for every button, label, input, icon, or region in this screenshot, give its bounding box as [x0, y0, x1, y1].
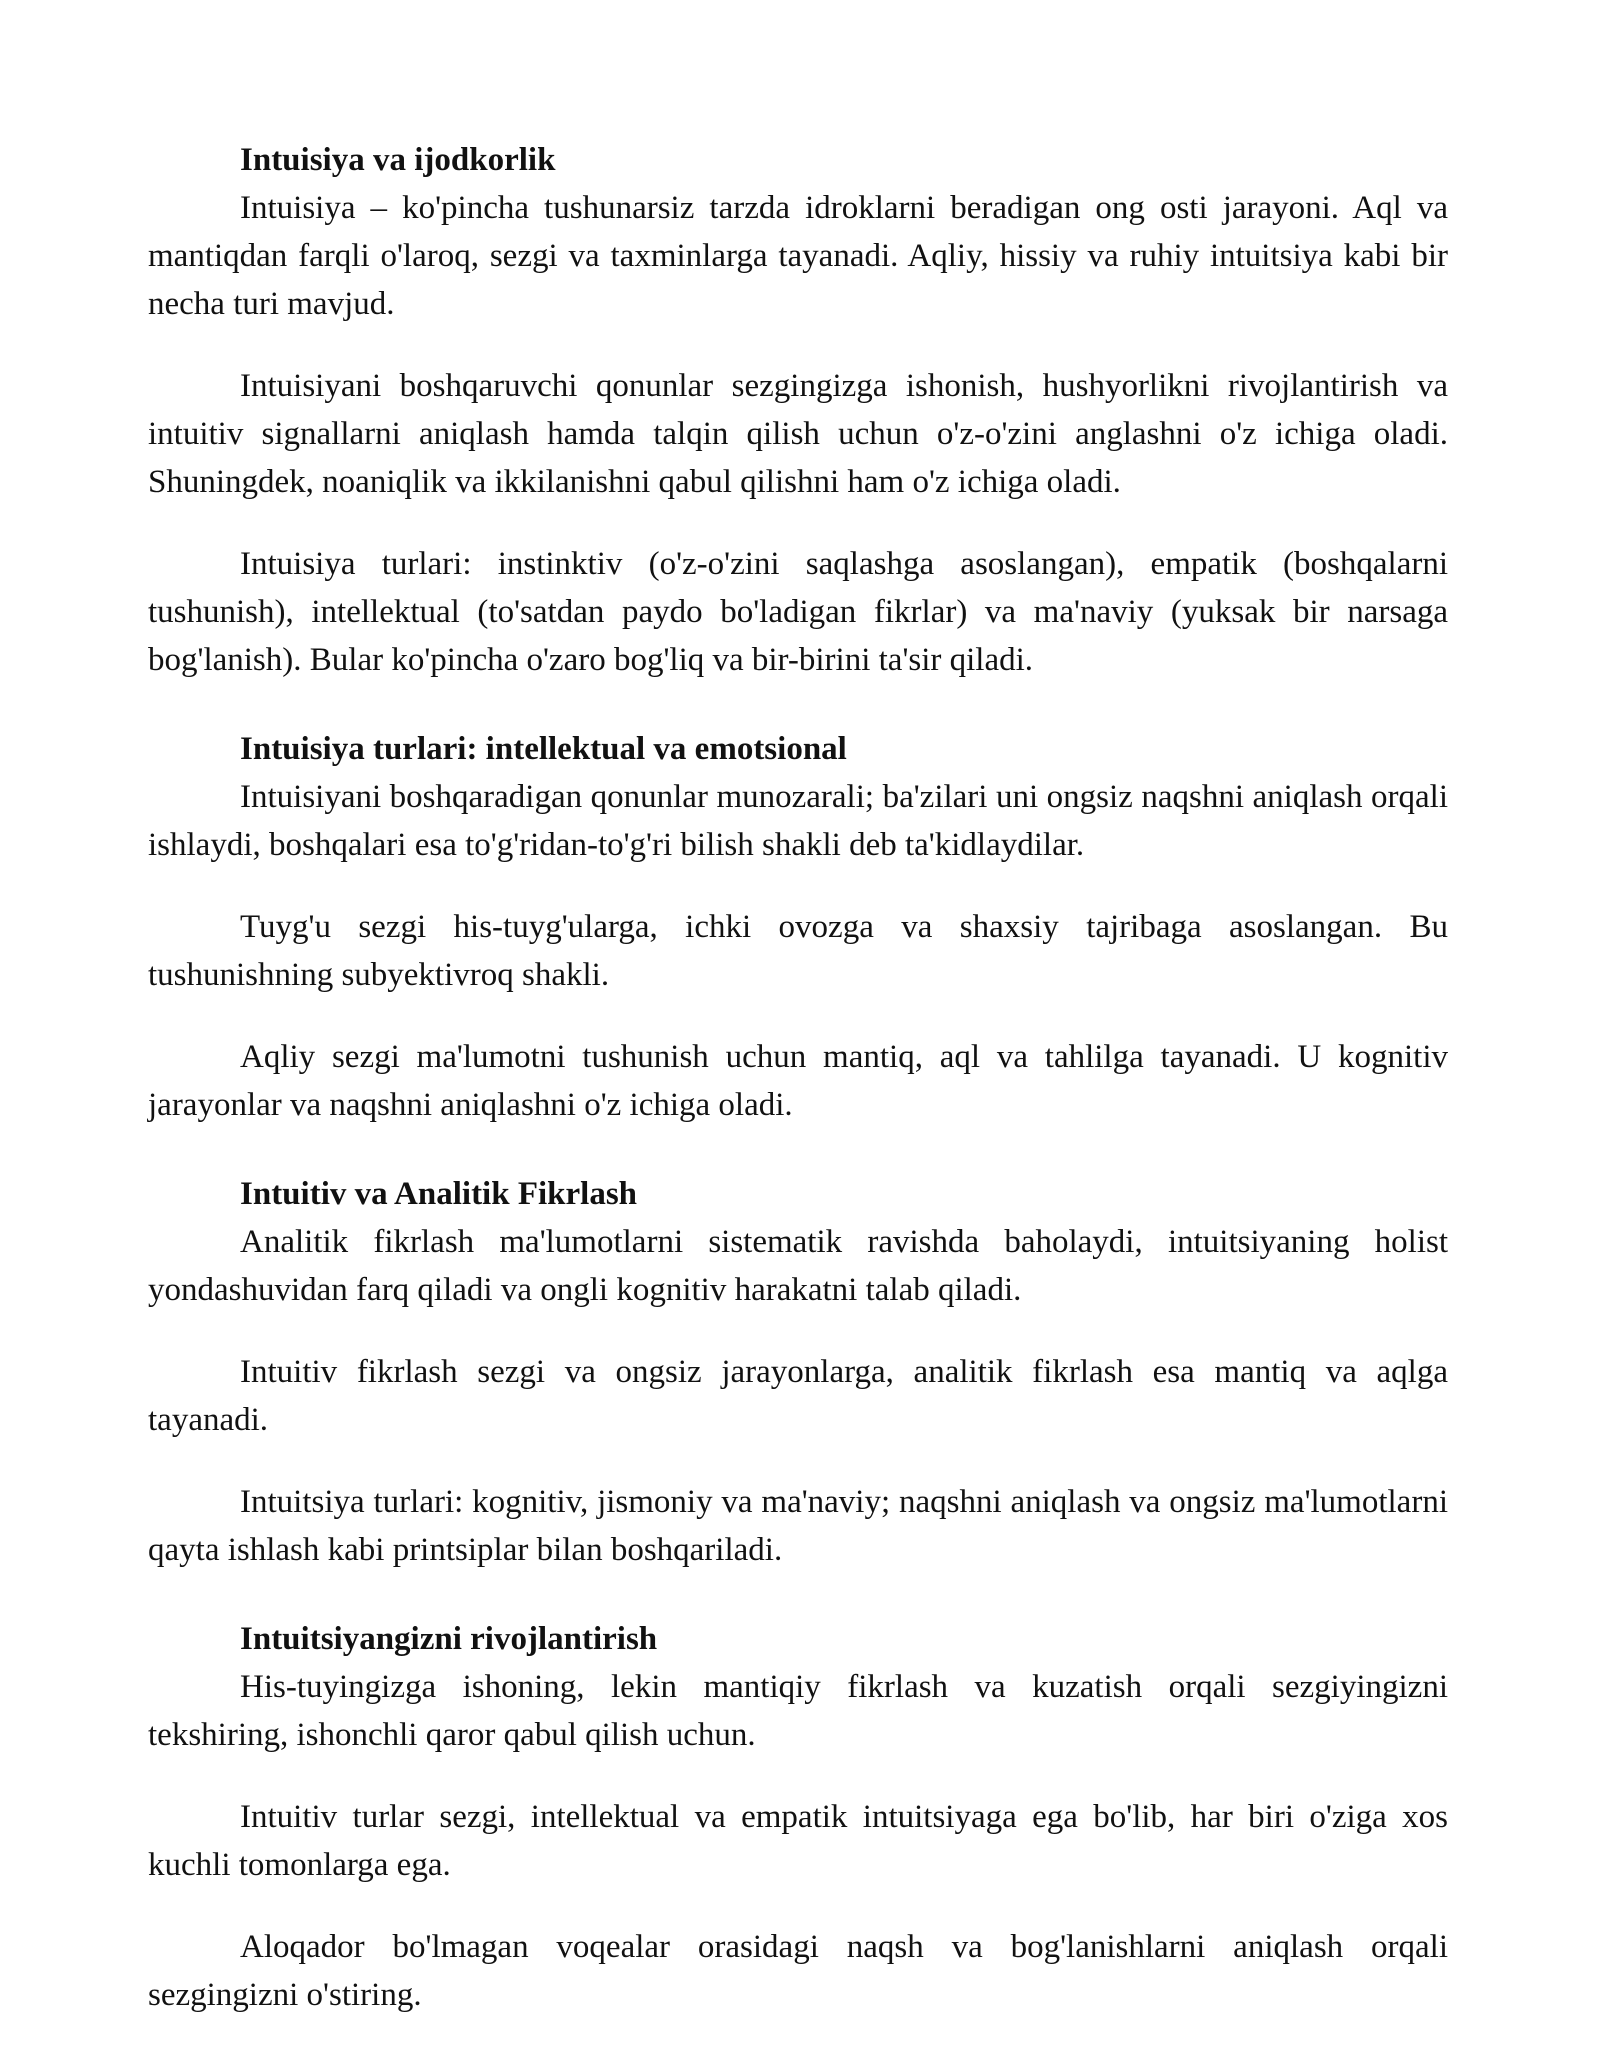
- section-intuitiv-va-analitik: [148, 1170, 1448, 1574]
- section-heading: Intuitiv va Analitik Fikrlash: [240, 1176, 638, 1212]
- paragraph: His-tuyingizga ishoning, lekin mantiqiy fikrlash va kuzatish orqali sezgiyingizni tekshiring, ishonchli qaror qabul qilish uchun.: [148, 1669, 1448, 1753]
- paragraph: Intuitsiya turlari: kognitiv, jismoniy va ma'naviy; naqshni aniqlash va ongsiz ma'lumotlarni qayta ishlash kabi printsiplar bilan boshqariladi.: [148, 1484, 1448, 1568]
- paragraph: Intuisiya turlari: instinktiv (o'z-o'zini saqlashga asoslangan), empatik (boshqalarni tushunish), intellektual (to'satdan paydo bo'ladigan fikrlar) va ma'naviy (yuksak bir narsaga bog'lanish). Bular ko'pincha o'zaro bog'liq va bir-birini ta'sir qiladi.: [148, 546, 1448, 678]
- paragraph: Aqliy sezgi ma'lumotni tushunish uchun mantiq, aql va tahlilga tayanadi. U kognitiv jarayonlar va naqshni aniqlashni o'z ichiga oladi.: [148, 1039, 1448, 1123]
- paragraph: Intuisiyani boshqaruvchi qonunlar sezgingizga ishonish, hushyorlikni rivojlantirish va intuitiv signallarni aniqlash hamda talqin qilish uchun o'z-o'zini anglashni o'z ichiga oladi. Shuningdek, noaniqlik va ikkilanishni qabul qilishni ham o'z ichiga oladi.: [148, 368, 1448, 500]
- paragraph: Intuitiv turlar sezgi, intellektual va empatik intuitsiyaga ega bo'lib, har biri o'ziga xos kuchli tomonlarga ega.: [148, 1799, 1448, 1883]
- paragraph: Intuisiyani boshqaradigan qonunlar munozarali; ba'zilari uni ongsiz naqshni aniqlash orqali ishlaydi, boshqalari esa to'g'ridan-to'g'ri bilish shakli deb ta'kidlaydilar.: [148, 779, 1448, 863]
- paragraph: Intuisiya – ko'pincha tushunarsiz tarzda idroklarni beradigan ong osti jarayoni. Aql va mantiqdan farqli o'laroq, sezgi va taxminlarga tayanadi. Aqliy, hissiy va ruhiy intuitsiya kabi bir necha turi mavjud.: [148, 190, 1448, 322]
- section-intuitsiyangizni-rivojlantirish: [148, 1615, 1448, 2019]
- paragraph: Analitik fikrlash ma'lumotlarni sistematik ravishda baholaydi, intuitsiyaning holist yondashuvidan farq qiladi va ongli kognitiv harakatni talab qiladi.: [148, 1224, 1448, 1308]
- paragraph: Tuyg'u sezgi his-tuyg'ularga, ichki ovozga va shaxsiy tajribaga asoslangan. Bu tushunishning subyektivroq shakli.: [148, 909, 1448, 993]
- document-page: [148, 136, 1448, 2060]
- paragraph: Aloqador bo'lmagan voqealar orasidagi naqsh va bog'lanishlarni aniqlash orqali sezgingizni o'stiring.: [148, 1929, 1448, 2013]
- section-heading: Intuisiya turlari: intellektual va emotsional: [240, 731, 847, 767]
- paragraph: Intuitiv fikrlash sezgi va ongsiz jarayonlarga, analitik fikrlash esa mantiq va aqlga tayanadi.: [148, 1354, 1448, 1438]
- section-intuisiya-va-ijodkorlik: [148, 136, 1448, 684]
- section-heading: Intuitsiyangizni rivojlantirish: [240, 1621, 658, 1657]
- section-intuisiya-turlari: [148, 725, 1448, 1129]
- section-heading: Intuisiya va ijodkorlik: [240, 142, 556, 178]
